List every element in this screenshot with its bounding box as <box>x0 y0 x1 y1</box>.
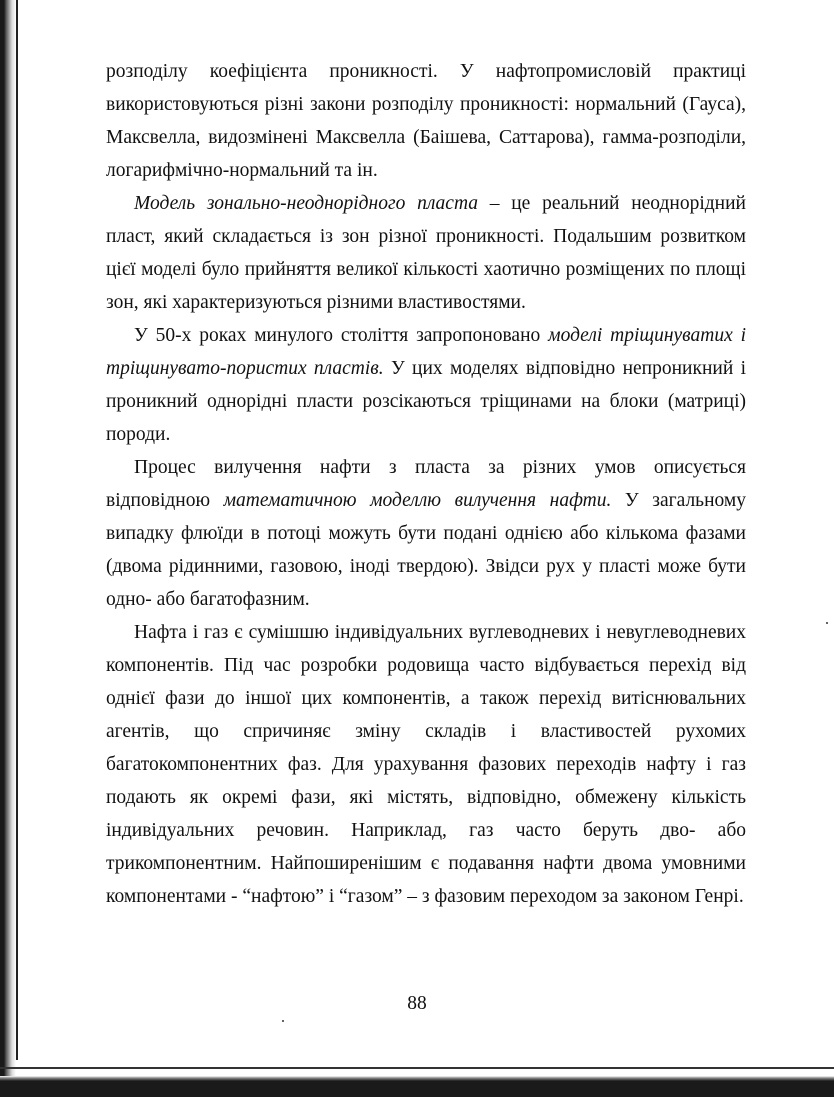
scan-bottom-edge-shadow <box>0 1076 834 1097</box>
text-run: розподілу коефіцієнта проникності. У нафтопромисловій практиці використовуються різні закони розподілу проникності: нормальний (Гауса), Максвелла, видозмінені Максвелла (Баішева, Саттарова), гамма-розподіли, логарифмічно-нормальний та ін. <box>106 61 746 181</box>
text-run: Нафта і газ є сумішшю індивідуальних вуглеводневих і невуглеводневих компонентів. Під час розробки родовища часто відбувається перехід від однієї фази до іншої цих компонентів, а також перехід витіснювальних агентів, що спричиняє зміну складів і властивостей рухомих багатокомпонентних фаз. Для урахування фазових переходів нафту і газ подають як окремі фази, які містять, відповідно, обмежену кількість індивідуальних речовин. Наприклад, газ часто беруть дво- або трикомпонентним. Найпоширенішим є подавання нафти двома умовними компонентами - “нафтою” і “газом” – з фазовим переходом за законом Генрі. <box>106 622 746 907</box>
text-run: У 50-х роках минулого століття запропоновано <box>134 325 549 346</box>
paragraph <box>106 319 746 451</box>
page-number: 88 <box>407 993 427 1014</box>
italic-term: математичною моделлю вилучення нафти. <box>223 490 612 511</box>
italic-term: моделі тріщинуватих і тріщинувато-пористих пластів. <box>106 325 746 379</box>
scan-bottom-edge-line <box>0 1067 834 1069</box>
scan-speck <box>826 622 828 624</box>
text-run: – це реальний неоднорідний пласт, який складається із зон різної проникності. Подальшим розвитком цієї моделі було прийняття великої кількості хаотично розміщених по площі зон, які характеризуються різними властивостями. <box>106 193 746 313</box>
paragraph <box>106 451 746 616</box>
text-run: Процес вилучення нафти з пласта за різних умов описується відповідною <box>106 457 746 511</box>
text-run: У загальному випадку флюїди в потоці можуть бути подані однією або кількома фазами (двома рідинними, газовою, іноді твердою). Звідси рух у пласті може бути одно- або багатофазним. <box>106 490 746 610</box>
scan-left-edge-line <box>16 0 18 1060</box>
scan-speck <box>282 1020 284 1022</box>
paragraph <box>106 187 746 319</box>
scan-left-edge-shadow <box>0 0 16 1097</box>
paragraph <box>106 616 746 913</box>
continuation-paragraph <box>106 55 746 187</box>
text-run: У цих моделях відповідно непроникний і проникний однорідні пласти розсікаються тріщинами на блоки (матриці) породи. <box>106 358 746 445</box>
italic-term: Модель зонально-неоднорідного пласта <box>134 193 479 214</box>
body-text <box>106 55 746 913</box>
